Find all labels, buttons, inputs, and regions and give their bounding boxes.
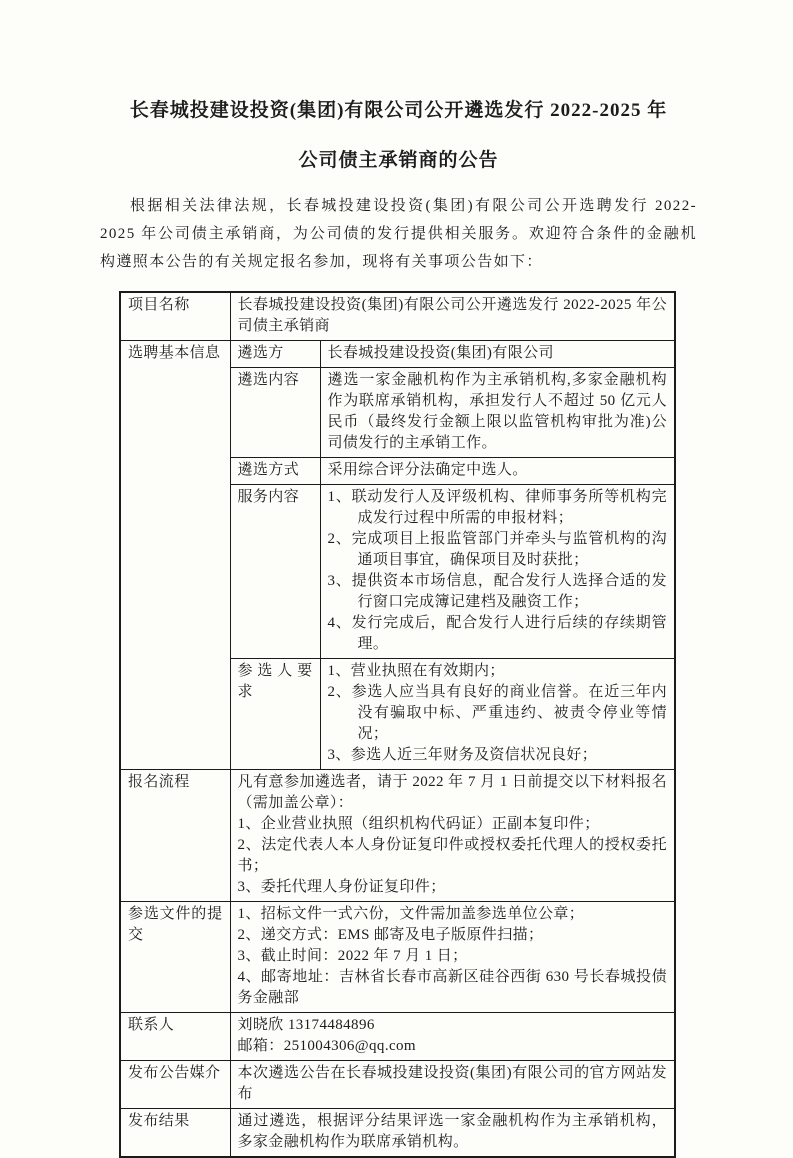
- publication-result-value: 通过遴选，根据评分结果评选一家金融机构作为主承销机构，多家金融机构作为联席承销机构。: [230, 1109, 675, 1158]
- registration-intro: 凡有意参加遴选者，请于 2022 年 7 月 1 日前提交以下材料报名（需加盖公章）：: [237, 774, 667, 811]
- intro-paragraph: 根据相关法律法规，长春城投建设投资(集团)有限公司公开选聘发行 2022-2025 年公司债主承销商，为公司债的发行提供相关服务。欢迎符合条件的金融机构遵照本公告的有关规定报名参加，现将有关事项公告如下：: [100, 198, 697, 270]
- table-row-publication-result: [120, 1109, 675, 1158]
- service-content-cell: [320, 485, 675, 659]
- title-line-2: 公司债主承销商的公告: [298, 150, 499, 171]
- row-label-registration-process: 报名流程: [120, 770, 230, 902]
- contact-cell: [230, 1013, 675, 1061]
- document-title: [100, 86, 697, 186]
- publication-media-value: 本次遴选公告在长春城投建设投资(集团)有限公司的官方网站发布: [230, 1061, 675, 1109]
- service-item-4: 4、发行完成后，配合发行人进行后续的存续期管理。: [327, 615, 667, 652]
- table-row-contact: [120, 1013, 675, 1061]
- contact-email: 邮箱：251004306@qq.com: [237, 1038, 416, 1054]
- title-line-1: 长春城投建设投资(集团)有限公司公开遴选发行 2022-2025 年: [129, 100, 668, 121]
- sub-label-selection-method: 遴选方式: [230, 458, 320, 485]
- requirement-item-1: 1、营业执照在有效期内；: [327, 663, 505, 679]
- submission-item-1: 1、招标文件一式六份，文件需加盖参选单位公章；: [237, 906, 585, 922]
- row-label-document-submission: 参选文件的提交: [120, 902, 230, 1013]
- service-item-1: 1、联动发行人及评级机构、律师事务所等机构完成发行过程中所需的申报材料；: [327, 489, 667, 526]
- row-label-contact: 联系人: [120, 1013, 230, 1061]
- requirement-item-3: 3、参选人近三年财务及资信状况良好；: [327, 747, 598, 763]
- submission-item-4: 4、邮寄地址：吉林省长春市高新区硅谷西街 630 号长春城投债务金融部: [237, 969, 667, 1006]
- project-name-value: 长春城投建设投资(集团)有限公司公开遴选发行 2022-2025 年公司债主承销商: [230, 292, 675, 341]
- table-row-publication-media: [120, 1061, 675, 1109]
- row-label-project: 项目名称: [120, 292, 230, 341]
- sub-label-selector: 遴选方: [230, 341, 320, 368]
- announcement-table: [119, 291, 676, 1158]
- sub-label-participant-requirements: 参选人要求: [230, 659, 320, 770]
- table-row-document-submission: [120, 902, 675, 1013]
- requirement-item-2: 2、参选人应当具有良好的商业信誉。在近三年内没有骗取中标、严重违约、被责令停业等情况；: [327, 684, 667, 742]
- submission-item-3: 3、截止时间：2022 年 7 月 1 日；: [237, 948, 468, 964]
- table-row-project: [120, 292, 675, 341]
- document-submission-cell: [230, 902, 675, 1013]
- sub-label-selection-content: 遴选内容: [230, 368, 320, 458]
- registration-item-3: 3、委托代理人身份证复印件；: [237, 879, 446, 895]
- submission-item-2: 2、递交方式：EMS 邮寄及电子版原件扫描；: [237, 927, 544, 943]
- participant-requirements-cell: [320, 659, 675, 770]
- selection-content-value: 遴选一家金融机构作为主承销机构,多家金融机构作为联席承销机构，承担发行人不超过 50 亿元人民币（最终发行金额上限以监管机构审批为准)公司债发行的主承销工作。: [320, 368, 675, 458]
- row-label-selection-info: 选聘基本信息: [120, 341, 230, 770]
- row-label-publication-result: 发布结果: [120, 1109, 230, 1158]
- selector-value: 长春城投建设投资(集团)有限公司: [320, 341, 675, 368]
- selection-method-value: 采用综合评分法确定中选人。: [320, 458, 675, 485]
- row-label-publication-media: 发布公告媒介: [120, 1061, 230, 1109]
- service-item-3: 3、提供资本市场信息，配合发行人选择合适的发行窗口完成簿记建档及融资工作；: [327, 573, 667, 610]
- table-row-selector: [120, 341, 675, 368]
- registration-item-1: 1、企业营业执照（组织机构代码证）正副本复印件；: [237, 816, 600, 832]
- table-row-registration-process: [120, 770, 675, 902]
- sub-label-service-content: 服务内容: [230, 485, 320, 659]
- registration-item-2: 2、法定代表人本人身份证复印件或授权委托代理人的授权委托书；: [237, 837, 667, 874]
- service-item-2: 2、完成项目上报监管部门并牵头与监管机构的沟通项目事宜，确保项目及时获批；: [327, 531, 667, 568]
- registration-process-cell: [230, 770, 675, 902]
- contact-name-phone: 刘晓欣 13174484896: [237, 1017, 375, 1033]
